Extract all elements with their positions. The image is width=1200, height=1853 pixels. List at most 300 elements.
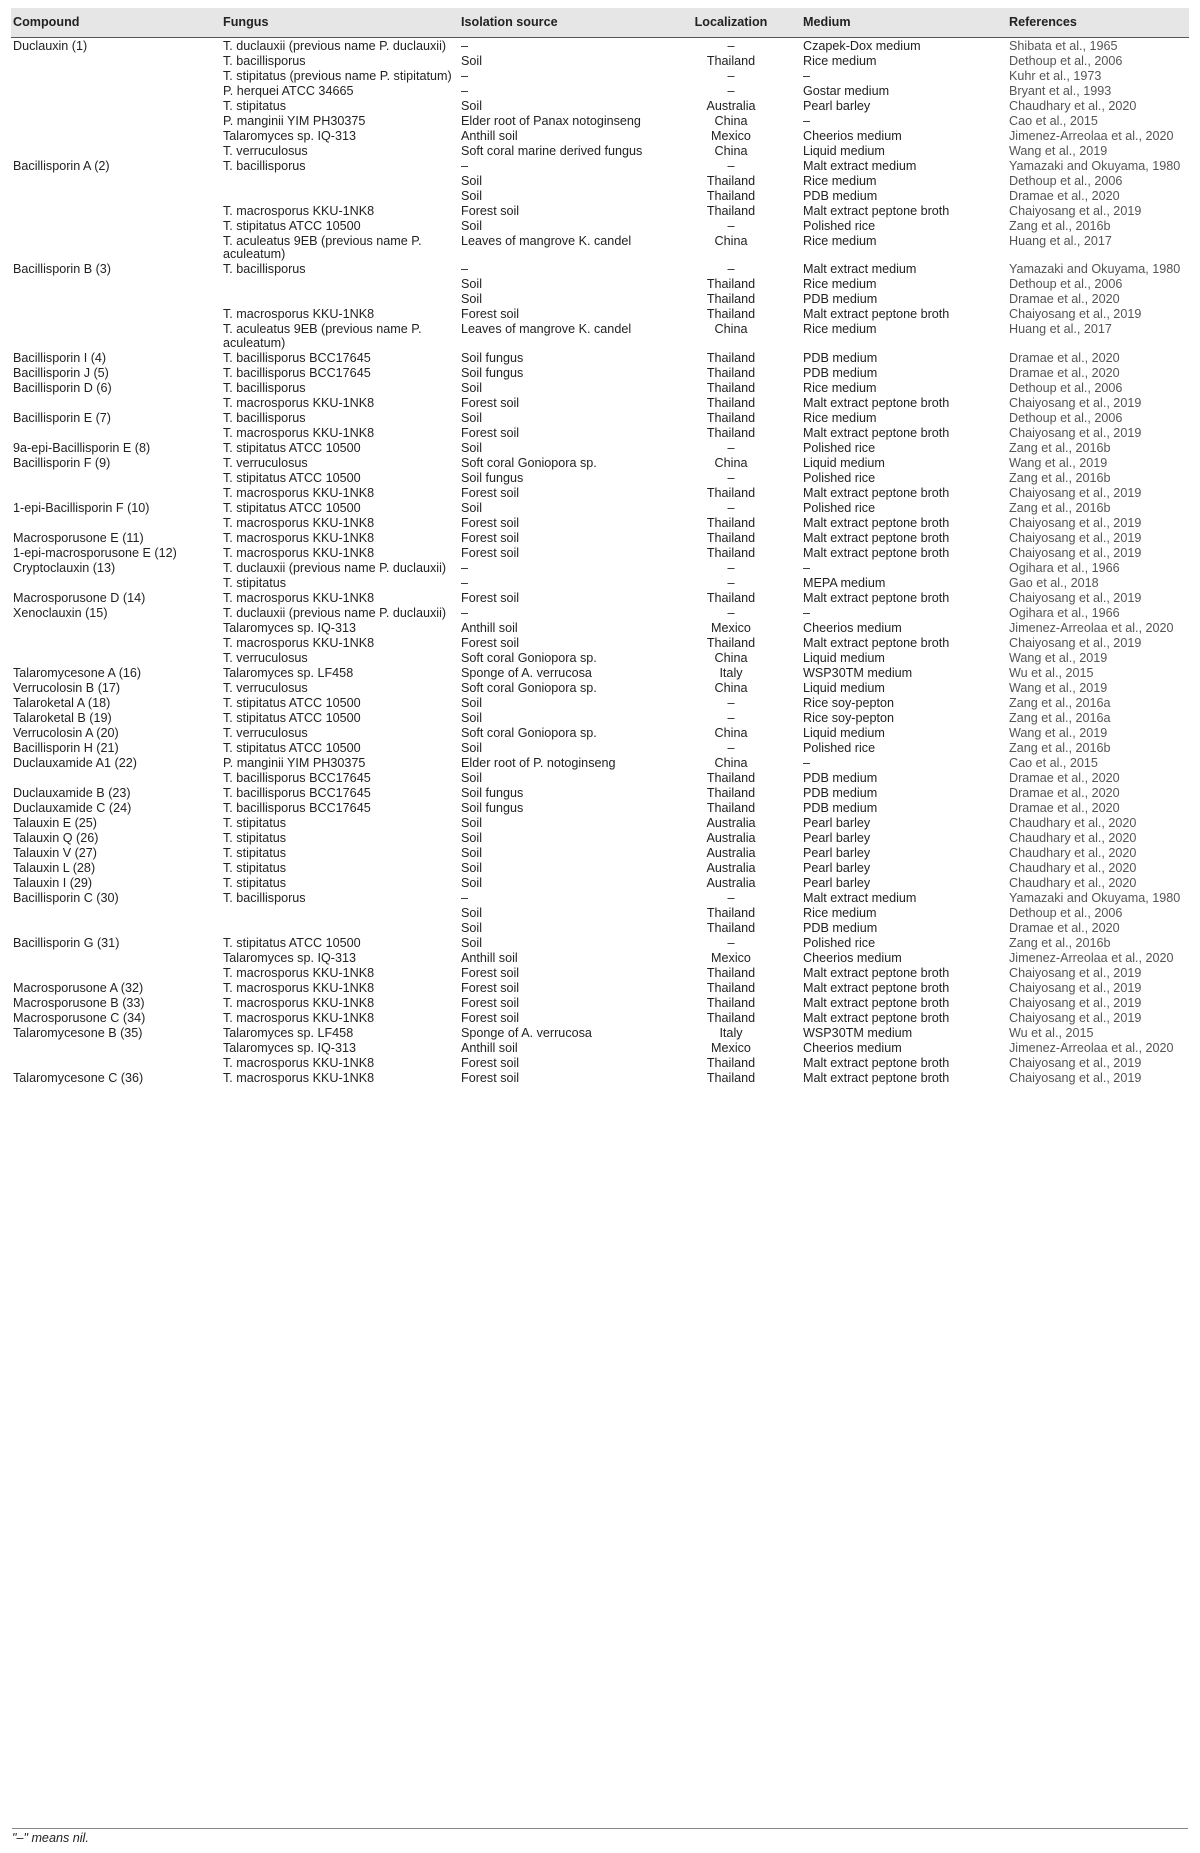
cell-medium: Polished rice (803, 470, 876, 485)
cell-isolation-source: Soft coral Goniopora sp. (461, 680, 597, 695)
cell-isolation-source: Soil (461, 292, 482, 306)
cell-reference: Jimenez-Arreolaa et al., 2020 (1009, 620, 1174, 635)
cell-isolation-source: Forest soil (461, 425, 520, 440)
cell-compound: Talauxin I (29) (13, 875, 93, 890)
cell-localization: Thailand (706, 307, 756, 321)
table-row (11, 307, 1189, 322)
cell-reference: Dramae et al., 2020 (1009, 292, 1120, 306)
cell-compound: Macrosporusone B (33) (13, 995, 145, 1010)
cell-reference: Jimenez-Arreolaa et al., 2020 (1009, 1040, 1174, 1055)
cell-localization: Thailand (706, 173, 756, 188)
table-row (11, 98, 1189, 113)
cell-fungus (221, 188, 459, 203)
cell-compound: Talauxin L (28) (13, 860, 96, 875)
cell-compound: Macrosporusone E (11) (13, 530, 144, 545)
cell-compound: Verrucolosin A (20) (13, 725, 119, 740)
cell-localization: – (727, 38, 735, 53)
cell-fungus: T. verruculosus (223, 143, 308, 158)
cell-medium: Cheerios medium (803, 128, 902, 143)
cell-fungus: P. manginii YIM PH30375 (223, 755, 366, 770)
cell-fungus: P. manginii YIM PH30375 (223, 113, 366, 128)
cell-localization: Thailand (706, 800, 756, 815)
table-row (11, 425, 1189, 440)
cell-compound (11, 322, 221, 351)
cell-reference: Dramae et al., 2020 (1009, 365, 1120, 380)
cell-compound: Talaromycesone C (36) (13, 1070, 144, 1085)
cell-compound (11, 1055, 221, 1070)
cell-isolation-source: Soil (461, 770, 482, 785)
cell-compound: Talaroketal B (19) (13, 710, 112, 725)
cell-isolation-source: – (461, 38, 469, 53)
cell-medium: Cheerios medium (803, 1040, 902, 1055)
cell-isolation-source: Soil (461, 695, 482, 710)
cell-compound (11, 218, 221, 233)
cell-isolation-source: Forest soil (461, 485, 520, 500)
cell-localization: Australia (706, 860, 756, 875)
cell-fungus: T. verruculosus (223, 725, 308, 740)
cell-localization: – (727, 710, 735, 725)
cell-fungus: T. bacillisporus (223, 380, 306, 395)
cell-reference: Wang et al., 2019 (1009, 650, 1108, 665)
cell-compound: Bacillisporin D (6) (13, 380, 112, 395)
table-row (11, 350, 1189, 365)
cell-reference: Dramae et al., 2020 (1009, 800, 1120, 815)
table-row (11, 875, 1189, 890)
cell-isolation-source: Elder root of P. notoginseng (461, 755, 616, 770)
cell-reference: Chaiyosang et al., 2019 (1009, 590, 1142, 605)
cell-compound: Cryptoclauxin (13) (13, 560, 116, 575)
cell-medium: Malt extract medium (803, 890, 917, 905)
table-row (11, 770, 1189, 785)
cell-fungus: T. aculeatus 9EB (previous name P. aculeatum) (223, 233, 422, 261)
cell-localization: Thailand (706, 635, 756, 650)
cell-compound: Talauxin Q (26) (13, 830, 99, 845)
table-row (11, 665, 1189, 680)
cell-isolation-source: Anthill soil (461, 1040, 518, 1055)
cell-medium: Malt extract peptone broth (803, 395, 950, 410)
cell-reference: Dramae et al., 2020 (1009, 350, 1120, 365)
table-row (11, 710, 1189, 725)
cell-reference: Chaiyosang et al., 2019 (1009, 515, 1142, 530)
cell-isolation-source: Leaves of mangrove K. candel (461, 322, 632, 336)
cell-isolation-source: Soil (461, 380, 482, 395)
cell-medium: Malt extract peptone broth (803, 515, 950, 530)
cell-reference: Jimenez-Arreolaa et al., 2020 (1009, 128, 1174, 143)
cell-isolation-source: Soil (461, 440, 482, 455)
cell-isolation-source: Soil fungus (461, 350, 524, 365)
cell-reference: Gao et al., 2018 (1009, 575, 1099, 590)
cell-localization: Thailand (706, 1010, 756, 1025)
cell-medium: – (803, 560, 811, 575)
table-row (11, 128, 1189, 143)
cell-compound: Talauxin E (25) (13, 815, 97, 830)
cell-medium: Malt extract peptone broth (803, 530, 950, 545)
cell-localization: Thailand (706, 965, 756, 980)
cell-medium: Rice medium (803, 322, 877, 336)
cell-medium: Pearl barley (803, 98, 871, 113)
cell-fungus: Talaromyces sp. LF458 (223, 665, 354, 680)
cell-localization: Thailand (706, 292, 756, 306)
cell-localization: – (727, 740, 735, 755)
cell-isolation-source: Soil fungus (461, 365, 524, 380)
cell-isolation-source: Soil (461, 500, 482, 515)
table-row (11, 440, 1189, 455)
table-body (11, 38, 1189, 1086)
cell-reference: Chaudhary et al., 2020 (1009, 830, 1137, 845)
cell-compound: Duclauxamide C (24) (13, 800, 132, 815)
cell-localization: Australia (706, 875, 756, 890)
cell-fungus: T. stipitatus ATCC 10500 (223, 935, 361, 950)
cell-fungus: T. stipitatus ATCC 10500 (223, 218, 361, 233)
header-localization: Localization (659, 8, 801, 38)
cell-medium: Liquid medium (803, 650, 885, 665)
cell-compound (11, 277, 221, 292)
cell-localization: – (727, 695, 735, 710)
cell-isolation-source: Anthill soil (461, 128, 518, 143)
table-row (11, 830, 1189, 845)
cell-compound: Bacillisporin F (9) (13, 455, 111, 470)
cell-reference: Chaiyosang et al., 2019 (1009, 1010, 1142, 1025)
table-row (11, 980, 1189, 995)
cell-reference: Jimenez-Arreolaa et al., 2020 (1009, 950, 1174, 965)
cell-compound (11, 470, 221, 485)
table-row (11, 785, 1189, 800)
cell-fungus: T. stipitatus (223, 815, 286, 830)
cell-localization: China (714, 650, 748, 665)
cell-isolation-source: – (461, 890, 469, 905)
table-row (11, 470, 1189, 485)
cell-compound: Bacillisporin C (30) (13, 890, 119, 905)
cell-isolation-source: Forest soil (461, 203, 520, 218)
cell-reference: Chaudhary et al., 2020 (1009, 815, 1137, 830)
cell-medium: Polished rice (803, 440, 876, 455)
cell-localization: Thailand (706, 485, 756, 500)
cell-medium: PDB medium (803, 785, 878, 800)
cell-localization: Australia (706, 98, 756, 113)
cell-compound (11, 395, 221, 410)
cell-compound: Bacillisporin E (7) (13, 410, 111, 425)
cell-isolation-source: Soil fungus (461, 800, 524, 815)
table-row (11, 635, 1189, 650)
cell-reference: Chaiyosang et al., 2019 (1009, 530, 1142, 545)
cell-reference: Chaiyosang et al., 2019 (1009, 995, 1142, 1010)
cell-compound: 9a-epi-Bacillisporin E (8) (13, 440, 151, 455)
cell-fungus: T. stipitatus (223, 875, 286, 890)
cell-compound: 1-epi-macrosporusone E (12) (13, 545, 177, 560)
cell-compound: Talaroketal A (18) (13, 695, 111, 710)
table-row (11, 485, 1189, 500)
cell-fungus: Talaromyces sp. IQ-313 (223, 620, 356, 635)
cell-reference: Chaiyosang et al., 2019 (1009, 980, 1142, 995)
cell-medium: Malt extract peptone broth (803, 995, 950, 1010)
cell-compound (11, 173, 221, 188)
table-row (11, 158, 1189, 173)
cell-medium: Liquid medium (803, 680, 885, 695)
table-row (11, 650, 1189, 665)
cell-isolation-source: Soil (461, 875, 482, 890)
cell-reference: Zang et al., 2016b (1009, 440, 1111, 455)
cell-medium: Liquid medium (803, 725, 885, 740)
cell-medium: Polished rice (803, 935, 876, 950)
table-row (11, 935, 1189, 950)
table-row (11, 1070, 1189, 1085)
cell-medium: Pearl barley (803, 845, 871, 860)
table-row (11, 965, 1189, 980)
cell-reference: Huang et al., 2017 (1009, 322, 1112, 336)
cell-compound (11, 113, 221, 128)
cell-fungus: T. verruculosus (223, 680, 308, 695)
cell-medium: Malt extract peptone broth (803, 485, 950, 500)
cell-compound: 1-epi-Bacillisporin F (10) (13, 500, 150, 515)
cell-medium: Malt extract peptone broth (803, 203, 950, 218)
cell-compound (11, 68, 221, 83)
cell-isolation-source: Forest soil (461, 395, 520, 410)
cell-reference: Dethoup et al., 2006 (1009, 53, 1123, 68)
cell-localization: – (727, 68, 735, 83)
cell-reference: Chaiyosang et al., 2019 (1009, 425, 1142, 440)
cell-fungus: T. bacillisporus BCC17645 (223, 785, 371, 800)
cell-reference: Ogihara et al., 1966 (1009, 605, 1120, 620)
cell-compound (11, 233, 221, 262)
cell-compound: Talauxin V (27) (13, 845, 97, 860)
cell-fungus: T. bacillisporus BCC17645 (223, 350, 371, 365)
cell-medium: Malt extract peptone broth (803, 425, 950, 440)
cell-medium: Liquid medium (803, 455, 885, 470)
table-row (11, 815, 1189, 830)
table-row (11, 455, 1189, 470)
cell-isolation-source: Soil (461, 710, 482, 725)
cell-isolation-source: – (461, 83, 469, 98)
cell-medium: Cheerios medium (803, 950, 902, 965)
cell-fungus: T. duclauxii (previous name P. duclauxii) (223, 605, 447, 620)
cell-medium: Malt extract peptone broth (803, 1010, 950, 1025)
cell-localization: China (714, 322, 748, 336)
cell-reference: Wang et al., 2019 (1009, 725, 1108, 740)
cell-localization: Thailand (706, 995, 756, 1010)
cell-localization: – (727, 470, 735, 485)
cell-compound: Verrucolosin B (17) (13, 680, 121, 695)
cell-localization: Italy (719, 665, 743, 680)
table-row (11, 950, 1189, 965)
cell-fungus: T. macrosporus KKU-1NK8 (223, 545, 375, 560)
cell-compound: Duclauxin (1) (13, 38, 88, 53)
cell-localization: Australia (706, 845, 756, 860)
cell-medium: Polished rice (803, 500, 876, 515)
cell-reference: Yamazaki and Okuyama, 1980 (1009, 890, 1181, 905)
cell-medium: – (803, 605, 811, 620)
cell-isolation-source: Sponge of A. verrucosa (461, 665, 592, 680)
cell-compound (11, 920, 221, 935)
cell-isolation-source: Soft coral Goniopora sp. (461, 650, 597, 665)
cell-localization: Italy (719, 1025, 743, 1040)
cell-reference: Chaiyosang et al., 2019 (1009, 395, 1142, 410)
cell-localization: Thailand (706, 53, 756, 68)
cell-fungus: T. bacillisporus BCC17645 (223, 800, 371, 815)
cell-compound (11, 965, 221, 980)
cell-compound: Bacillisporin A (2) (13, 158, 110, 173)
cell-fungus: T. stipitatus ATCC 10500 (223, 440, 361, 455)
cell-medium: Pearl barley (803, 860, 871, 875)
cell-reference: Zang et al., 2016b (1009, 218, 1111, 233)
compound-table (11, 8, 1189, 1085)
cell-localization: – (727, 935, 735, 950)
cell-medium: Czapek-Dox medium (803, 38, 921, 53)
cell-compound (11, 292, 221, 307)
table-row (11, 725, 1189, 740)
cell-medium: Pearl barley (803, 830, 871, 845)
cell-medium: Malt extract medium (803, 262, 917, 276)
cell-isolation-source: Forest soil (461, 1070, 520, 1085)
cell-compound: Duclauxamide A1 (22) (13, 755, 137, 770)
cell-fungus: T. verruculosus (223, 650, 308, 665)
cell-isolation-source: Forest soil (461, 965, 520, 980)
header-medium: Medium (801, 8, 1007, 38)
cell-compound (11, 575, 221, 590)
table-row (11, 920, 1189, 935)
table-row (11, 322, 1189, 351)
table-row (11, 1055, 1189, 1070)
cell-reference: Chaiyosang et al., 2019 (1009, 1055, 1142, 1070)
cell-isolation-source: Sponge of A. verrucosa (461, 1025, 592, 1040)
cell-fungus (221, 920, 459, 935)
table-row (11, 203, 1189, 218)
cell-fungus: T. macrosporus KKU-1NK8 (223, 425, 375, 440)
cell-fungus: Talaromyces sp. LF458 (223, 1025, 354, 1040)
cell-localization: – (727, 218, 735, 233)
cell-fungus: T. macrosporus KKU-1NK8 (223, 635, 375, 650)
cell-localization: – (727, 158, 735, 173)
table-row (11, 890, 1189, 905)
cell-reference: Chaiyosang et al., 2019 (1009, 485, 1142, 500)
table-row (11, 143, 1189, 158)
cell-reference: Dramae et al., 2020 (1009, 188, 1120, 203)
cell-localization: China (714, 725, 748, 740)
cell-localization: China (714, 233, 748, 248)
cell-isolation-source: Forest soil (461, 515, 520, 530)
cell-fungus: T. macrosporus KKU-1NK8 (223, 590, 375, 605)
cell-reference: Chaiyosang et al., 2019 (1009, 635, 1142, 650)
cell-reference: Kuhr et al., 1973 (1009, 68, 1102, 83)
cell-fungus: T. duclauxii (previous name P. duclauxii) (223, 38, 447, 53)
cell-reference: Dramae et al., 2020 (1009, 770, 1120, 785)
table-row (11, 860, 1189, 875)
cell-compound (11, 620, 221, 635)
cell-fungus: T. stipitatus ATCC 10500 (223, 710, 361, 725)
cell-localization: China (714, 143, 748, 158)
cell-localization: Thailand (706, 350, 756, 365)
table-row (11, 545, 1189, 560)
cell-medium: Rice medium (803, 380, 877, 395)
table-row (11, 262, 1189, 277)
cell-compound (11, 905, 221, 920)
table-row (11, 905, 1189, 920)
cell-fungus: T. macrosporus KKU-1NK8 (223, 1055, 375, 1070)
cell-fungus: T. stipitatus ATCC 10500 (223, 470, 361, 485)
table-row (11, 995, 1189, 1010)
cell-reference: Zang et al., 2016a (1009, 695, 1111, 710)
cell-medium: WSP30TM medium (803, 1025, 913, 1040)
cell-isolation-source: Soil (461, 935, 482, 950)
cell-localization: – (727, 560, 735, 575)
cell-localization: – (727, 605, 735, 620)
table-row (11, 277, 1189, 292)
cell-localization: – (727, 83, 735, 98)
cell-localization: Thailand (706, 515, 756, 530)
cell-fungus: T. stipitatus (223, 830, 286, 845)
table-row (11, 590, 1189, 605)
cell-isolation-source: Soil (461, 218, 482, 233)
cell-fungus: T. stipitatus ATCC 10500 (223, 740, 361, 755)
cell-compound (11, 770, 221, 785)
cell-isolation-source: Soil fungus (461, 785, 524, 800)
cell-reference: Wang et al., 2019 (1009, 455, 1108, 470)
table-row (11, 395, 1189, 410)
cell-reference: Ogihara et al., 1966 (1009, 560, 1120, 575)
cell-isolation-source: Soil (461, 277, 482, 291)
cell-isolation-source: Forest soil (461, 980, 520, 995)
cell-fungus: T. stipitatus ATCC 10500 (223, 500, 361, 515)
cell-localization: Thailand (706, 425, 756, 440)
cell-fungus (221, 905, 459, 920)
cell-localization: Australia (706, 815, 756, 830)
cell-fungus: T. macrosporus KKU-1NK8 (223, 203, 375, 218)
cell-reference: Cao et al., 2015 (1009, 755, 1098, 770)
cell-fungus: T. bacillisporus BCC17645 (223, 770, 371, 785)
cell-medium: Malt extract peptone broth (803, 965, 950, 980)
cell-compound (11, 188, 221, 203)
cell-fungus: T. macrosporus KKU-1NK8 (223, 995, 375, 1010)
table-row (11, 680, 1189, 695)
cell-isolation-source: Soil (461, 920, 482, 935)
cell-compound: Macrosporusone C (34) (13, 1010, 146, 1025)
cell-compound (11, 650, 221, 665)
cell-medium: Cheerios medium (803, 620, 902, 635)
cell-medium: PDB medium (803, 365, 878, 380)
cell-medium: Malt extract peptone broth (803, 635, 950, 650)
cell-medium: – (803, 113, 811, 128)
cell-fungus: Talaromyces sp. IQ-313 (223, 950, 356, 965)
cell-isolation-source: Anthill soil (461, 950, 518, 965)
cell-isolation-source: Soil (461, 98, 482, 113)
cell-isolation-source: Soil (461, 53, 482, 68)
cell-compound (11, 1040, 221, 1055)
cell-localization: Mexico (711, 950, 751, 965)
cell-isolation-source: – (461, 68, 469, 83)
cell-isolation-source: Soil (461, 905, 482, 920)
cell-compound (11, 515, 221, 530)
cell-compound: Bacillisporin G (31) (13, 935, 120, 950)
cell-isolation-source: Forest soil (461, 590, 520, 605)
cell-medium: Polished rice (803, 740, 876, 755)
cell-localization: Thailand (706, 980, 756, 995)
cell-medium: Malt extract peptone broth (803, 307, 950, 321)
cell-reference: Zang et al., 2016b (1009, 740, 1111, 755)
table-row (11, 380, 1189, 395)
table-row (11, 53, 1189, 68)
cell-fungus: T. macrosporus KKU-1NK8 (223, 395, 375, 410)
cell-medium: MEPA medium (803, 575, 886, 590)
cell-fungus: T. bacillisporus (223, 262, 306, 276)
table-row (11, 620, 1189, 635)
cell-compound (11, 53, 221, 68)
cell-compound (11, 83, 221, 98)
cell-medium: PDB medium (803, 292, 878, 306)
table-row (11, 173, 1189, 188)
cell-fungus (221, 173, 459, 188)
table-row (11, 218, 1189, 233)
cell-fungus: Talaromyces sp. IQ-313 (223, 1040, 356, 1055)
cell-isolation-source: Forest soil (461, 530, 520, 545)
